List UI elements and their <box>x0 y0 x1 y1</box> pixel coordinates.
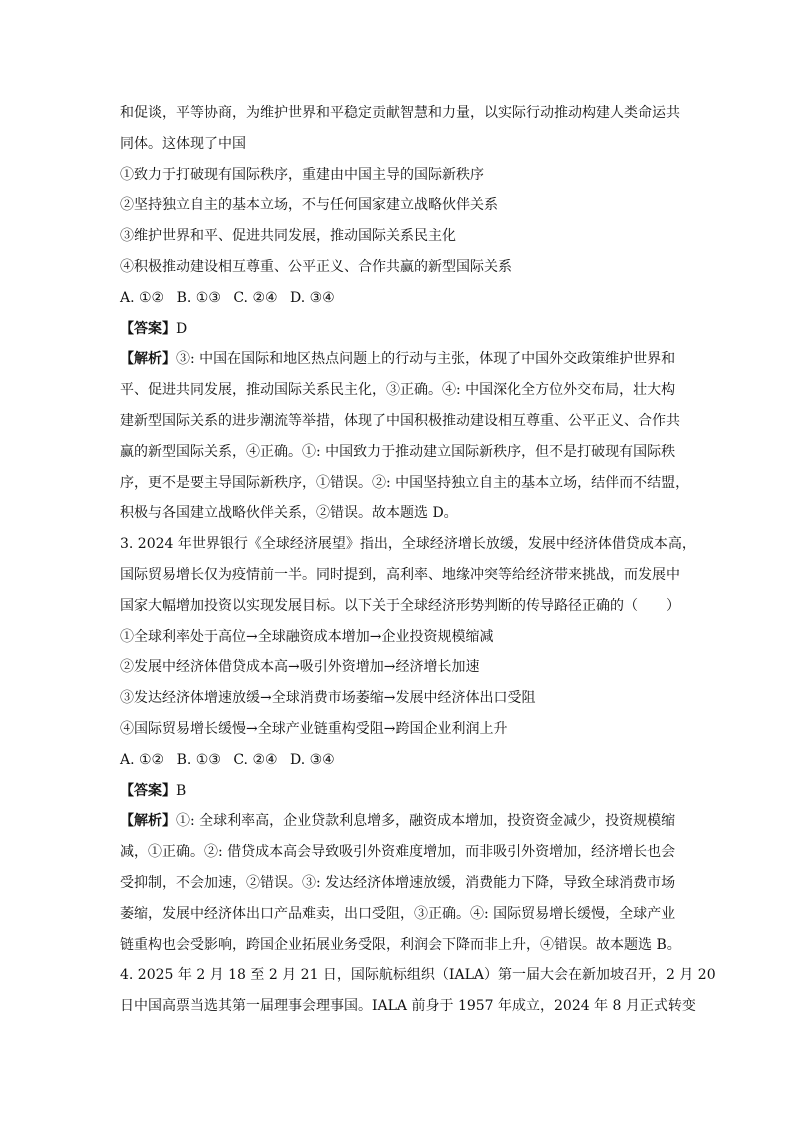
q3-choice-3: ③发达经济体增速放缓→全球消费市场萎缩→发展中经济体出口受阻 <box>120 690 536 707</box>
q3-stem-line-1: 3. 2024 年世界银行《全球经济展望》指出，全球经济增长放缓，发展中经济体借贷成本高， <box>120 536 696 553</box>
question-3 <box>120 529 696 960</box>
q3-option-a: A. ①② <box>120 751 165 768</box>
q2-option-c: C. ②④ <box>233 289 278 306</box>
q2-answer <box>120 314 680 345</box>
q2-options <box>120 283 680 314</box>
q2-choice-1: ①致力于打破现有国际秩序，重建由中国主导的国际新秩序 <box>120 166 484 183</box>
q2-analysis-line-5: 序，更不是要主导国际新秩序，①错误。②: 中国坚持独立自主的基本立场，结伴而不结盟， <box>120 474 690 491</box>
q3-stem-line-2: 国际贸易增长仅为疫情前一半。同时提到，高利率、地缘冲突等给经济带来挑战，而发展中 <box>120 566 680 583</box>
q2-analysis-line-4: 赢的新型国际关系，④正确。①: 中国致力于推动建立国际新秩序，但不是打破现有国际秩 <box>120 443 676 460</box>
q2-option-b: B. ①③ <box>176 289 221 306</box>
question-4 <box>120 960 716 1022</box>
q3-analysis-line-2: 减，①正确。②: 借贷成本高会导致吸引外资难度增加，而非吸引外资增加，经济增长也会 <box>120 844 676 861</box>
document-body <box>120 98 716 1022</box>
q2-stem-line-2: 同体。这体现了中国 <box>120 135 246 152</box>
question-2 <box>120 98 690 529</box>
q3-analysis-line-1 <box>120 806 680 837</box>
q2-choice-4: ④积极推动建设相互尊重、公平正义、合作共赢的新型国际关系 <box>120 258 512 275</box>
q3-choice-2: ②发展中经济体借贷成本高→吸引外资增加→经济增长加速 <box>120 659 480 676</box>
q2-answer-value: D <box>176 320 188 337</box>
q2-analysis-line-3: 建新型国际关系的进步潮流等举措，体现了中国积极推动建设相互尊重、公平正义、合作共 <box>120 412 680 429</box>
q3-option-d: D. ③④ <box>290 751 335 768</box>
q2-analysis-text-1: ③: 中国在国际和地区热点问题上的行动与主张，体现了中国外交政策维护世界和 <box>176 351 676 368</box>
q2-stem-line-1: 和促谈，平等协商，为维护世界和平稳定贡献智慧和力量，以实际行动推动构建人类命运共 <box>120 105 680 121</box>
q3-analysis-line-4: 萎缩，发展中经济体出口产品难卖，出口受阻，③正确。④: 国际贸易增长缓慢，全球产业 <box>120 905 676 922</box>
q3-option-c: C. ②④ <box>233 751 278 768</box>
q2-option-d: D. ③④ <box>290 289 335 306</box>
q3-answer <box>120 776 680 807</box>
q2-analysis-line-2: 平、促进共同发展，推动国际关系民主化，③正确。④: 中国深化全方位外交布局，壮大构 <box>120 382 676 399</box>
q2-analysis-line-6: 积极与各国建立战略伙伴关系，②错误。故本题选 D。 <box>120 505 458 522</box>
q3-answer-label: 【答案】 <box>120 782 176 799</box>
q2-choice-3: ③维护世界和平、促进共同发展，推动国际关系民主化 <box>120 228 456 245</box>
q3-option-b: B. ①③ <box>176 751 221 768</box>
q2-answer-label: 【答案】 <box>120 320 176 337</box>
q2-analysis-label: 【解析】 <box>120 351 176 368</box>
q3-answer-value: B <box>176 782 187 799</box>
q4-stem-line-1: 4. 2025 年 2 月 18 至 2 月 21 日，国际航标组织（IALA）第一届大会在新加坡召开，2 月 20 <box>120 967 716 984</box>
q2-choice-2: ②坚持独立自主的基本立场，不与任何国家建立战略伙伴关系 <box>120 197 498 214</box>
q3-choice-1: ①全球利率处于高位→全球融资成本增加→企业投资规模缩减 <box>120 628 494 645</box>
q3-analysis-line-3: 受抑制，不会加速，②错误。③: 发达经济体增速放缓，消费能力下降，导致全球消费市场 <box>120 874 676 891</box>
q4-stem-line-2: 日中国高票当选其第一届理事会理事国。IALA 前身于 1957 年成立，2024 年 8 月正式转变 <box>120 998 696 1015</box>
q3-analysis-text-1: ①: 全球利率高，企业贷款利息增多，融资成本增加，投资资金减少，投资规模缩 <box>176 813 676 830</box>
q3-stem-line-3: 国家大幅增加投资以实现发展目标。以下关于全球经济形势判断的传导路径正确的（ ） <box>120 597 680 614</box>
q3-choice-4: ④国际贸易增长缓慢→全球产业链重构受阻→跨国企业利润上升 <box>120 720 508 737</box>
q3-analysis-line-5: 链重构也会受影响，跨国企业拓展业务受限，利润会下降而非上升，④错误。故本题选 B。 <box>120 936 681 953</box>
q2-analysis-line-1 <box>120 344 680 375</box>
q2-option-a: A. ①② <box>120 289 165 306</box>
q3-analysis-label: 【解析】 <box>120 813 176 830</box>
q3-options <box>120 745 680 776</box>
